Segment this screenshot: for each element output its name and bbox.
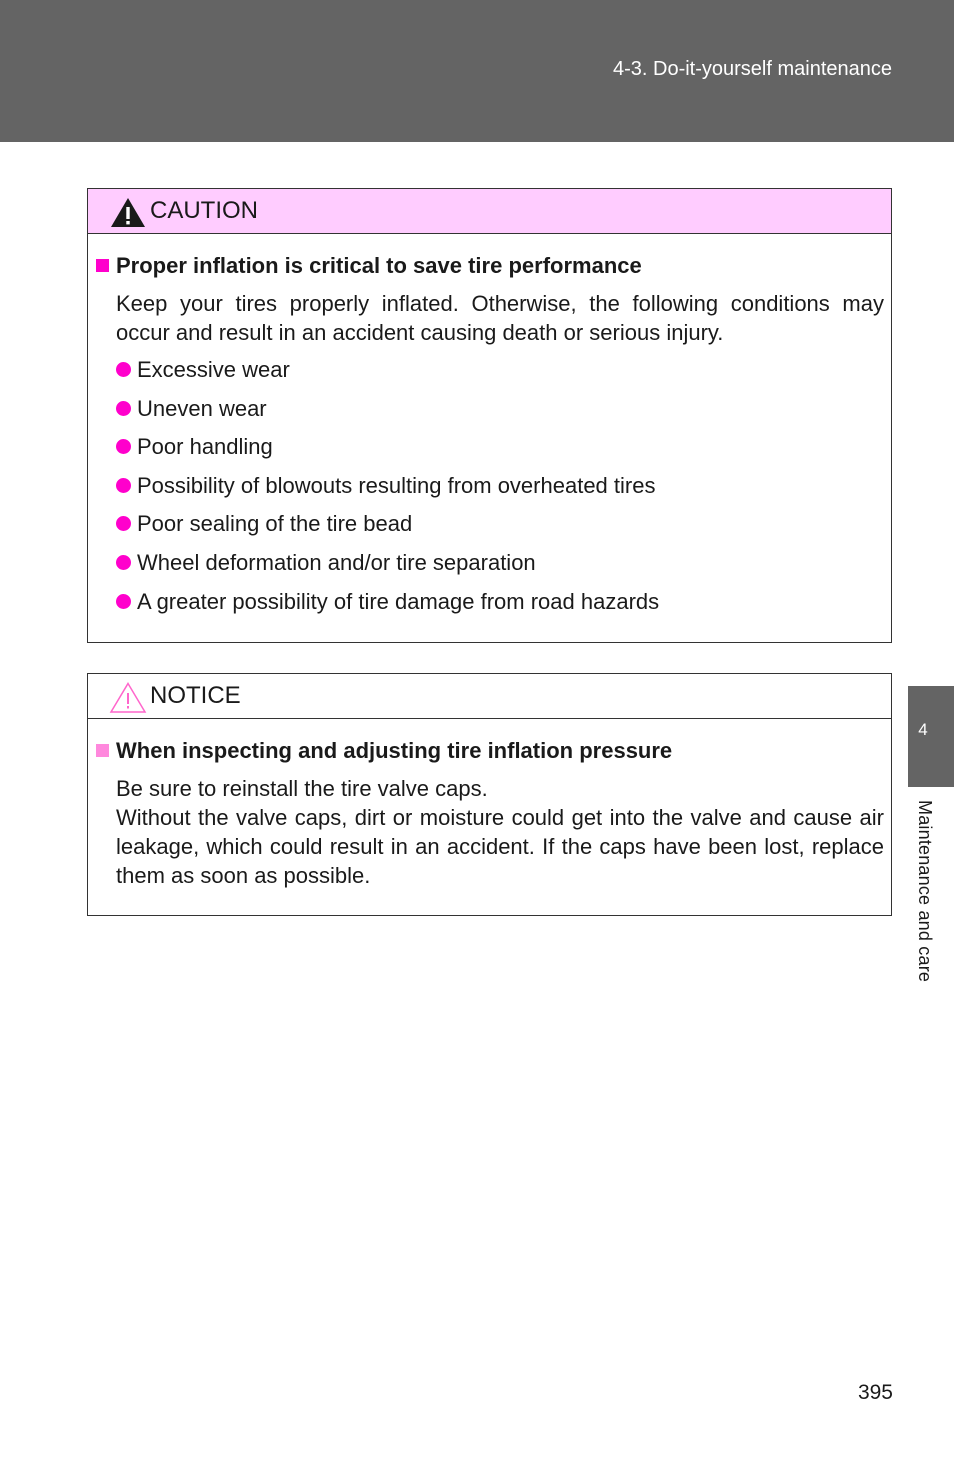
caution-heading <box>96 250 883 280</box>
circle-bullet-icon <box>116 478 131 493</box>
caution-label: CAUTION <box>150 197 258 224</box>
chapter-label: Maintenance and care <box>915 800 935 983</box>
caution-body <box>88 234 891 616</box>
list-item: Wheel deformation and/or tire separation <box>116 548 883 577</box>
circle-bullet-icon <box>116 594 131 609</box>
list-item: Poor handling <box>116 432 883 461</box>
header-bar <box>0 0 954 142</box>
caution-list <box>116 355 883 616</box>
square-bullet-icon <box>96 744 109 757</box>
notice-heading <box>96 735 883 765</box>
caution-heading-text: Proper inflation is critical to save tire performance <box>116 252 642 278</box>
notice-line-2: Without the valve caps, dirt or moisture could get into the valve and cause air leakage, which could result in an accident. If the caps have been lost, replace them as soon as possible. <box>116 805 884 888</box>
notice-label: NOTICE <box>150 682 241 709</box>
circle-bullet-icon <box>116 555 131 570</box>
list-item: Poor sealing of the tire bead <box>116 509 883 538</box>
list-item: Possibility of blowouts resulting from overheated tires <box>116 471 883 500</box>
list-item: Uneven wear <box>116 394 883 423</box>
chapter-number: 4 <box>918 720 928 739</box>
chapter-tab[interactable] <box>908 686 954 787</box>
square-bullet-icon <box>96 259 109 272</box>
notice-line-1: Be sure to reinstall the tire valve caps. <box>116 776 488 801</box>
notice-body <box>88 719 891 890</box>
notice-triangle-icon <box>109 681 147 719</box>
list-item: Excessive wear <box>116 355 883 384</box>
page-number: 395 <box>857 1381 893 1404</box>
circle-bullet-icon <box>116 439 131 454</box>
caution-header <box>88 189 891 234</box>
circle-bullet-icon <box>116 362 131 377</box>
circle-bullet-icon <box>116 516 131 531</box>
notice-heading-text: When inspecting and adjusting tire inflation pressure <box>116 737 673 763</box>
notice-box <box>87 673 892 916</box>
list-item: A greater possibility of tire damage from road hazards <box>116 587 883 616</box>
section-title: 4-3. Do-it-yourself maintenance <box>612 58 892 80</box>
circle-bullet-icon <box>116 401 131 416</box>
warning-triangle-icon <box>109 196 147 234</box>
notice-text <box>116 774 884 890</box>
caution-intro: Keep your tires properly inflated. Otherwise, the following conditions may occur and result in an accident causing death or serious injury. <box>116 291 884 345</box>
notice-header <box>88 674 891 719</box>
caution-box <box>87 188 892 643</box>
